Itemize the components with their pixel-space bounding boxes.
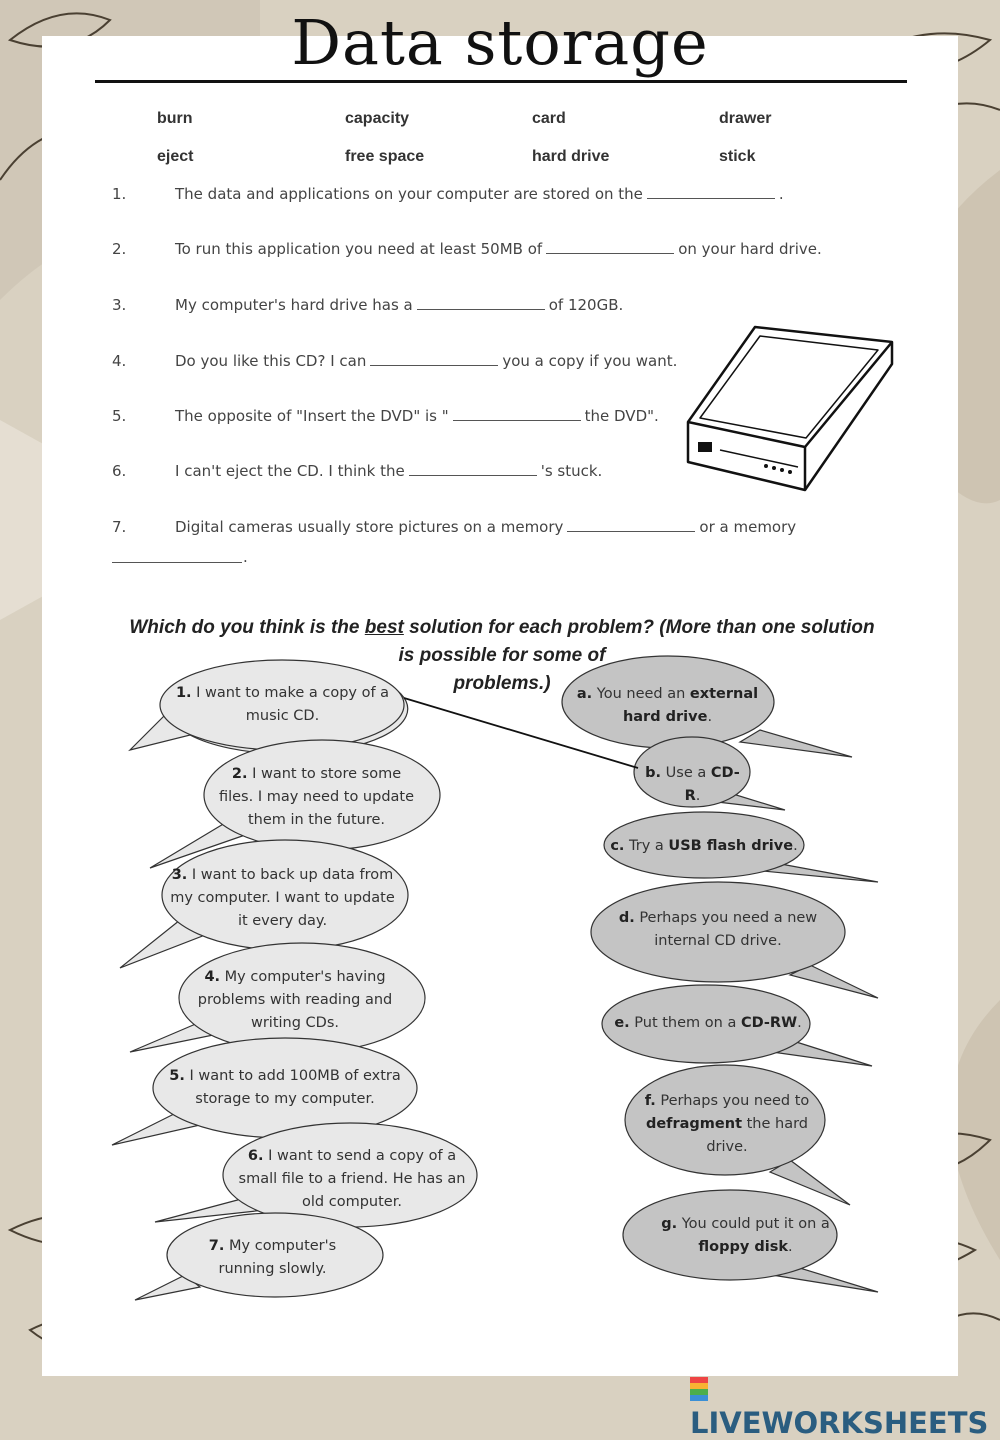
- question-number: 6.: [112, 462, 127, 480]
- question-number: 7.: [112, 518, 127, 536]
- logo-icon: [690, 1377, 708, 1401]
- word-bank-item: drawer: [719, 110, 772, 127]
- solution-d: d. Perhaps you need a new internal CD drive.: [618, 910, 818, 949]
- word-bank-item: free space: [345, 148, 425, 165]
- problem-7: 7. My computer's running slowly.: [208, 1238, 337, 1277]
- word-bank-item: hard drive: [532, 148, 610, 165]
- solution-c: c. Try a USB flash drive.: [610, 838, 798, 854]
- question-2: To run this application you need at least 50MB of on your hard drive.: [175, 240, 822, 258]
- question-4: Do you like this CD? I can you a copy if you want.: [175, 352, 678, 370]
- question-7: Digital cameras usually store pictures on a memory or a memory: [175, 518, 797, 536]
- question-5: The opposite of "Insert the DVD" is " the DVD".: [175, 407, 659, 425]
- question-number: 1.: [112, 185, 127, 203]
- solution-a: a. You need an external hard drive.: [576, 686, 759, 725]
- problem-1: 1. I want to make a copy of a music CD.: [175, 685, 390, 724]
- matching-instructions: Which do you think is the best solution for each problem? (More than one solution is possible for some of problems.): [129, 617, 875, 694]
- problem-6: 6. I want to send a copy of a small file to a friend. He has an old computer.: [238, 1148, 466, 1210]
- problem-3: 3. I want to back up data from my computer. I want to update it every day.: [170, 867, 395, 929]
- solution-e: e. Put them on a CD-RW.: [614, 1015, 802, 1031]
- solution-f: f. Perhaps you need to defragment the hard drive.: [644, 1093, 810, 1155]
- liveworksheets-logo[interactable]: LIVEWORKSHEETS: [690, 1372, 1000, 1440]
- question-number: 3.: [112, 296, 127, 314]
- word-bank-item: card: [532, 110, 566, 127]
- question-number: 4.: [112, 352, 127, 370]
- question-1: The data and applications on your computer are stored on the .: [175, 185, 784, 203]
- word-bank-item: eject: [157, 148, 194, 165]
- question-7-tail: .: [243, 548, 248, 566]
- word-bank-item: capacity: [345, 110, 410, 127]
- word-bank-item: burn: [157, 110, 193, 127]
- word-bank-item: stick: [719, 148, 756, 165]
- solution-b: b. Use a CD-R.: [645, 765, 740, 804]
- problem-2: 2. I want to store some files. I may need to update them in the future.: [218, 766, 415, 828]
- question-number: 5.: [112, 407, 127, 425]
- page-title: Data storage: [291, 6, 709, 79]
- problem-4: 4. My computer's having problems with reading and writing CDs.: [197, 969, 393, 1031]
- solution-g: g. You could put it on a floppy disk.: [661, 1216, 830, 1255]
- problem-5: 5. I want to add 100MB of extra storage to my computer.: [169, 1068, 401, 1107]
- question-number: 2.: [112, 240, 127, 258]
- question-3: My computer's hard drive has a of 120GB.: [175, 296, 624, 314]
- question-6: I can't eject the CD. I think the 's stuck.: [175, 462, 603, 480]
